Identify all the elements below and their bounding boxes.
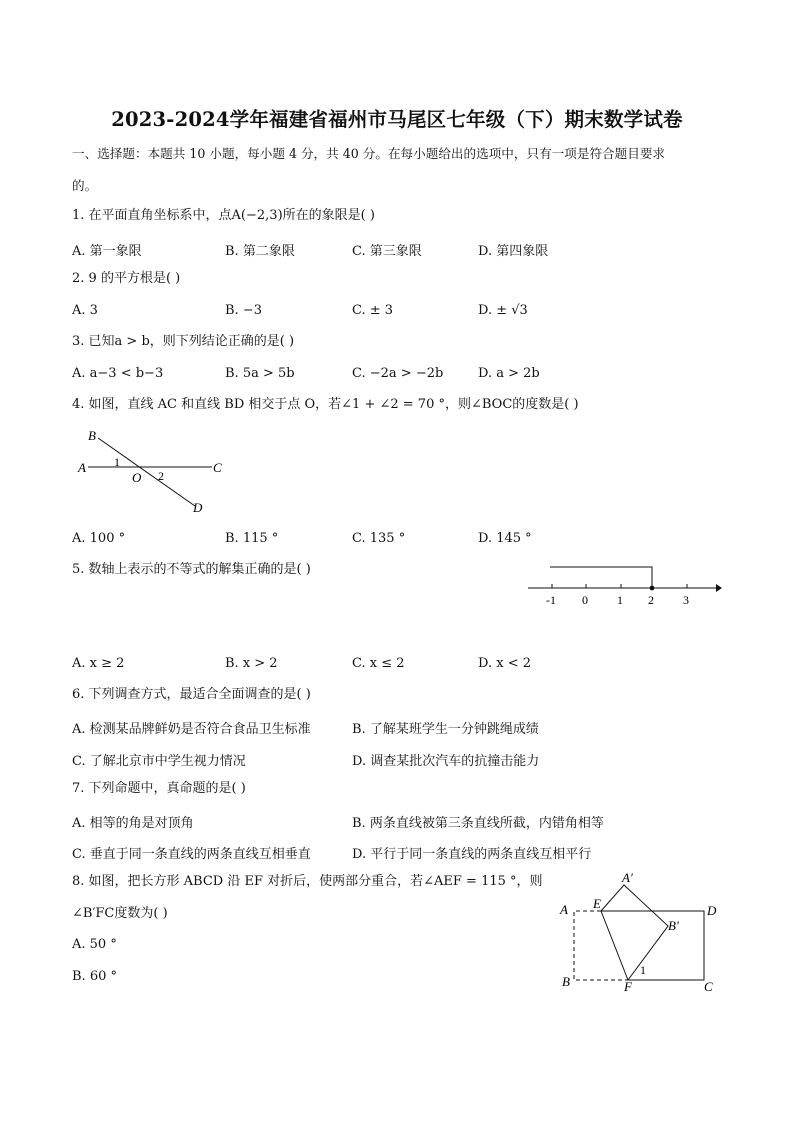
solution-ray — [550, 567, 652, 588]
q2-option-a: A. 3 — [72, 303, 98, 318]
rectangle-edge — [601, 911, 704, 980]
q5-number-line — [524, 560, 724, 612]
q8-stem-cont: ∠B′FC度数为( ) — [72, 906, 168, 921]
q3-stem: 3. 已知a > b，则下列结论正确的是( ) — [72, 334, 295, 349]
label-b-prime: B′ — [668, 918, 679, 933]
q6-option-d: D. 调查某批次汽车的抗撞击能力 — [352, 754, 540, 769]
q1-stem: 1. 在平面直角坐标系中，点A(−2,3)所在的象限是( ) — [72, 208, 375, 223]
label-d: D — [707, 903, 717, 918]
label-d: D — [193, 500, 203, 515]
q2-option-d: D. ± √3 — [478, 303, 528, 318]
q2-option-b: B. −3 — [225, 303, 262, 318]
q5-option-c: C. x ≤ 2 — [352, 656, 405, 671]
q4-stem: 4. 如图，直线 AC 和直线 BD 相交于点 O，若∠1 + ∠2 = 70 °，则∠BOC的度数是( ) — [72, 397, 579, 412]
section-heading-cont: 的。 — [72, 178, 98, 193]
q8-figure — [556, 868, 752, 994]
q7-option-c: C. 垂直于同一条直线的两条直线互相垂直 — [72, 847, 311, 862]
q5-option-b: B. x > 2 — [225, 656, 278, 671]
label-o: O — [132, 470, 142, 485]
q4-option-a: A. 100 ° — [72, 531, 126, 546]
angle-1-label: 1 — [640, 963, 646, 977]
folded-part — [601, 885, 668, 980]
q1-option-d: D. 第四象限 — [478, 244, 549, 259]
q5-option-a: A. x ≥ 2 — [72, 656, 125, 671]
q7-option-a: A. 相等的角是对顶角 — [72, 816, 194, 831]
label-b: B — [88, 428, 96, 443]
section-heading: 一、选择题：本题共 10 小题，每小题 4 分，共 40 分。在每小题给出的选项中，只有一项是符合题目要求 — [72, 146, 666, 161]
q4-option-d: D. 145 ° — [478, 531, 532, 546]
angle-2-label: 2 — [158, 469, 164, 483]
q8-option-a: A. 50 ° — [72, 937, 117, 952]
q5-option-d: D. x < 2 — [478, 656, 531, 671]
tick-label: -1 — [546, 593, 556, 607]
tick-label: 1 — [617, 593, 623, 607]
label-a-prime: A′ — [622, 870, 633, 885]
q6-option-a: A. 检测某品牌鲜奶是否符合食品卫生标准 — [72, 722, 311, 737]
axis-arrow — [716, 584, 722, 592]
q3-option-b: B. 5a > 5b — [225, 366, 295, 381]
solid-point — [650, 586, 655, 591]
q8-stem: 8. 如图，把长方形 ABCD 沿 EF 对折后，使两部分重合，若∠AEF = 115 °，则 — [72, 874, 543, 889]
q6-option-c: C. 了解北京市中学生视力情况 — [72, 754, 246, 769]
q3-option-a: A. a−3 < b−3 — [72, 366, 164, 381]
q2-stem: 2. 9 的平方根是( ) — [72, 271, 181, 286]
q2-option-c: C. ± 3 — [352, 303, 394, 318]
angle-1-label: 1 — [114, 455, 120, 469]
q7-stem: 7. 下列命题中，真命题的是( ) — [72, 781, 246, 796]
label-c: C — [704, 979, 713, 994]
q3-option-d: D. a > 2b — [478, 366, 540, 381]
q1-option-b: B. 第二象限 — [225, 244, 295, 259]
q3-option-c: C. −2a > −2b — [352, 366, 444, 381]
q4-figure — [76, 424, 226, 518]
label-c: C — [213, 460, 222, 475]
q1-option-c: C. 第三象限 — [352, 244, 422, 259]
label-a: A — [560, 902, 568, 917]
label-b: B — [562, 974, 570, 989]
q7-option-d: D. 平行于同一条直线的两条直线互相平行 — [352, 847, 592, 862]
page-title: 2023-2024学年福建省福州市马尾区七年级（下）期末数学试卷 — [111, 108, 683, 131]
q4-option-c: C. 135 ° — [352, 531, 406, 546]
label-a: A — [78, 460, 86, 475]
tick-label: 0 — [582, 593, 588, 607]
q8-option-b: B. 60 ° — [72, 969, 117, 984]
tick-label: 3 — [683, 593, 689, 607]
q7-option-b: B. 两条直线被第三条直线所截，内错角相等 — [352, 816, 604, 831]
q1-option-a: A. 第一象限 — [72, 244, 142, 259]
q4-option-b: B. 115 ° — [225, 531, 279, 546]
label-e: E — [593, 896, 601, 911]
q6-stem: 6. 下列调查方式，最适合全面调查的是( ) — [72, 687, 311, 702]
label-f: F — [624, 979, 632, 994]
dashed-folded-part — [574, 911, 628, 980]
q6-option-b: B. 了解某班学生一分钟跳绳成绩 — [352, 722, 539, 737]
fold-line-ef — [601, 911, 628, 980]
q5-stem: 5. 数轴上表示的不等式的解集正确的是( ) — [72, 562, 311, 577]
line-bd — [98, 438, 195, 506]
tick-label: 2 — [648, 593, 654, 607]
